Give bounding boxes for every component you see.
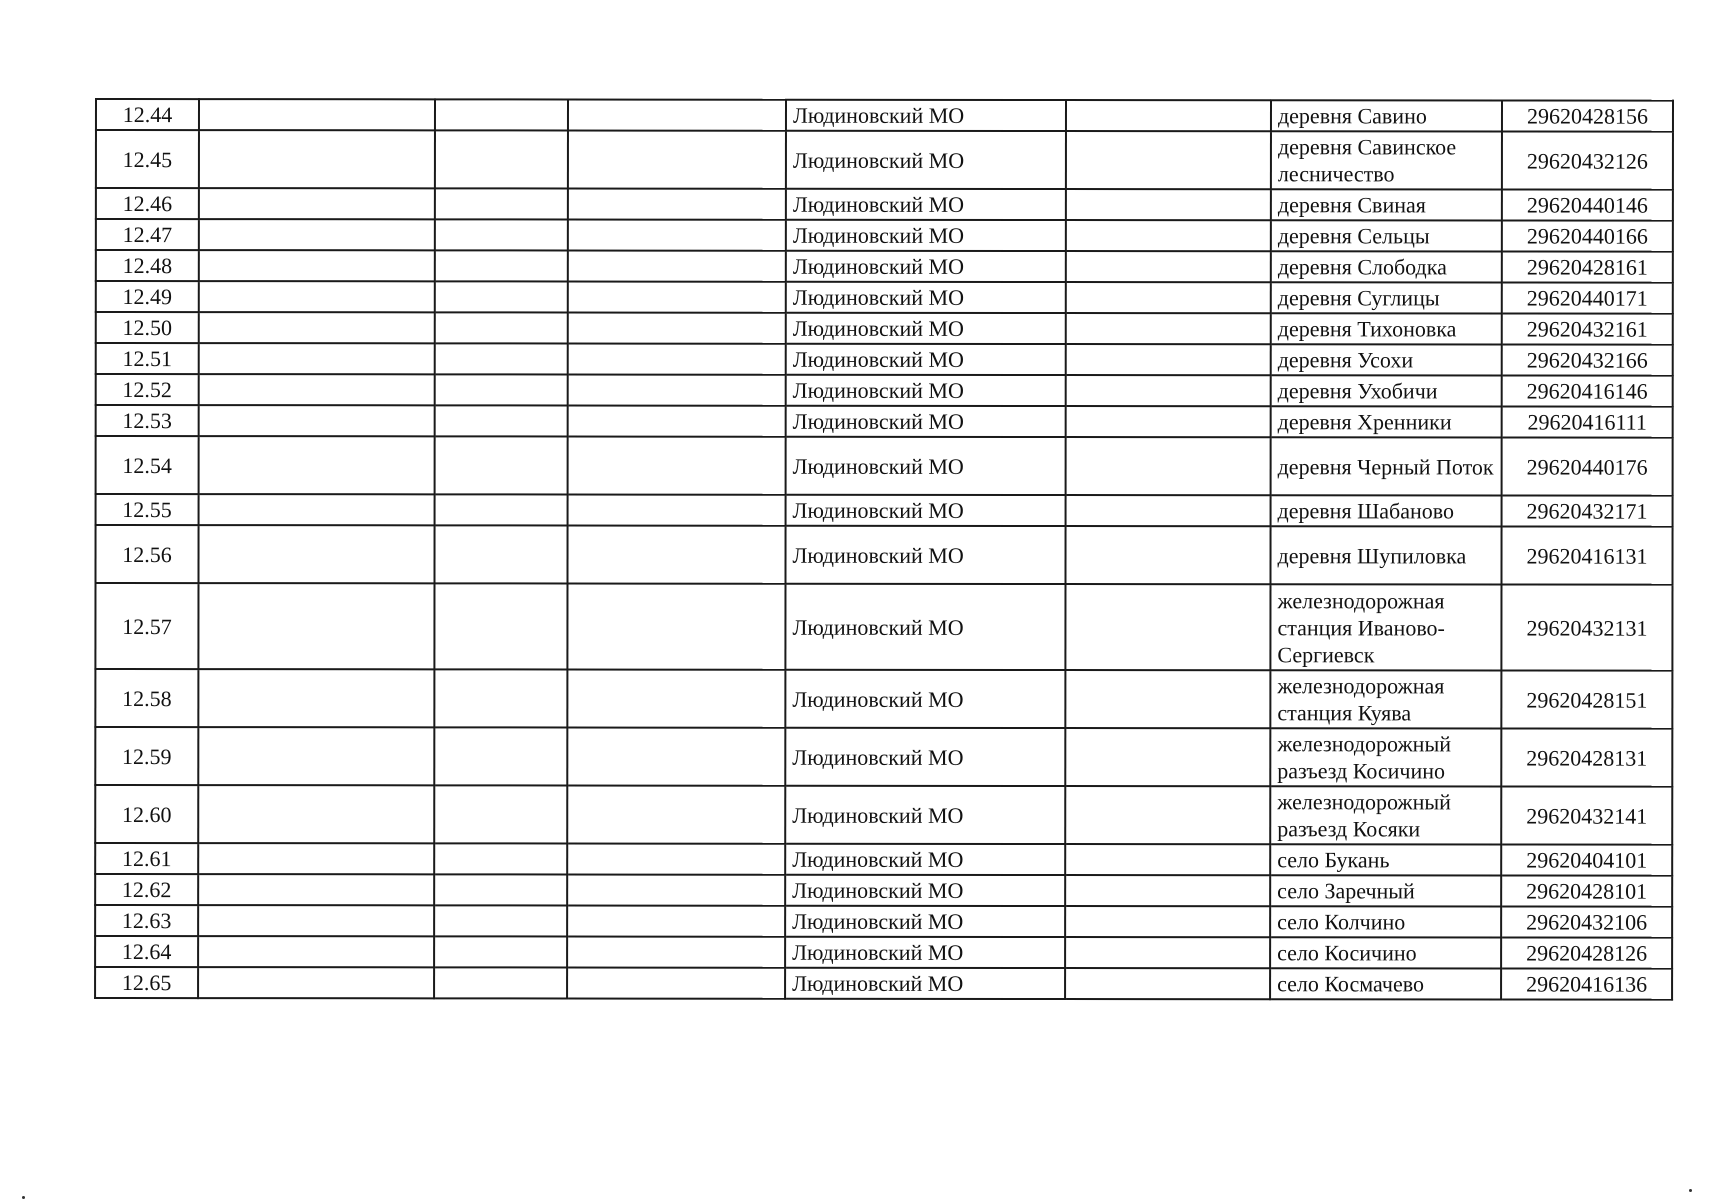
locality-cell: железнодорожный разъезд Косяки	[1270, 786, 1501, 844]
empty-cell	[1065, 937, 1270, 968]
oktmo-code-cell: 29620432161	[1502, 313, 1673, 344]
empty-cell	[434, 874, 567, 905]
table-row	[95, 843, 1672, 876]
table-row	[95, 785, 1672, 845]
row-number: 12.45	[96, 130, 199, 188]
oktmo-code-cell: 29620428126	[1501, 937, 1672, 968]
locality-cell: село Космачево	[1270, 968, 1501, 999]
municipality-cell: Людиновский МО	[785, 968, 1065, 999]
empty-cell	[568, 436, 786, 494]
municipality-cell: Людиновский МО	[786, 220, 1066, 251]
empty-cell	[568, 494, 786, 525]
oktmo-code-cell: 29620428151	[1501, 670, 1672, 728]
empty-cell	[1066, 100, 1271, 131]
oktmo-code-cell: 29620428131	[1501, 728, 1672, 786]
empty-cell	[1066, 495, 1271, 526]
oktmo-code-cell: 29620432141	[1501, 786, 1672, 844]
locality-cell: деревня Слободка	[1271, 251, 1502, 282]
table-row	[96, 99, 1673, 132]
row-number: 12.50	[96, 312, 199, 343]
empty-cell	[435, 130, 568, 188]
empty-cell	[198, 525, 434, 583]
oktmo-code-cell: 29620432131	[1501, 584, 1672, 670]
empty-cell	[1065, 844, 1270, 875]
row-number: 12.48	[96, 250, 199, 281]
empty-cell	[568, 130, 786, 188]
empty-cell	[199, 99, 435, 130]
oktmo-code-cell: 29620440166	[1502, 220, 1673, 251]
municipality-cell: Людиновский МО	[786, 437, 1066, 495]
municipality-cell: Людиновский МО	[785, 875, 1065, 906]
row-number: 12.61	[95, 843, 198, 874]
empty-cell	[1066, 344, 1271, 375]
empty-cell	[434, 967, 567, 998]
table-row	[96, 312, 1673, 345]
empty-cell	[568, 281, 786, 312]
row-number: 12.59	[95, 727, 198, 785]
table-row	[96, 188, 1673, 221]
empty-cell	[567, 874, 785, 905]
oktmo-code-cell: 29620432166	[1502, 344, 1673, 375]
empty-cell	[1066, 406, 1271, 437]
empty-cell	[199, 405, 435, 436]
locality-cell: железнодорожная станция Иваново-Сергиевск	[1270, 584, 1501, 670]
row-number: 12.46	[96, 188, 199, 219]
row-number: 12.54	[96, 436, 199, 494]
table-row	[96, 494, 1673, 527]
municipality-cell: Людиновский МО	[785, 937, 1065, 968]
municipality-cell: Людиновский МО	[786, 313, 1066, 344]
row-number: 12.49	[96, 281, 199, 312]
empty-cell	[567, 525, 785, 583]
empty-cell	[1065, 875, 1270, 906]
empty-cell	[1065, 584, 1270, 670]
empty-cell	[567, 905, 785, 936]
locality-cell: деревня Савинское лесничество	[1271, 131, 1502, 189]
municipality-cell: Людиновский МО	[785, 844, 1065, 875]
empty-cell	[198, 967, 434, 998]
locality-cell: село Букань	[1270, 844, 1501, 875]
table-row	[95, 669, 1672, 729]
table-row	[95, 967, 1672, 1000]
table-row	[95, 583, 1672, 671]
empty-cell	[199, 343, 435, 374]
empty-cell	[568, 343, 786, 374]
locality-cell: деревня Усохи	[1271, 344, 1502, 375]
table-row	[95, 936, 1672, 969]
municipality-cell: Людиновский МО	[785, 584, 1065, 670]
empty-cell	[567, 727, 785, 785]
oktmo-code-cell: 29620432171	[1502, 495, 1673, 526]
empty-cell	[434, 905, 567, 936]
locality-table	[94, 98, 1674, 1001]
locality-cell: деревня Суглицы	[1271, 282, 1502, 313]
municipality-cell: Людиновский МО	[785, 786, 1065, 844]
empty-cell	[435, 281, 568, 312]
table-row	[95, 525, 1672, 585]
row-number: 12.52	[96, 374, 199, 405]
oktmo-code-cell: 29620428161	[1502, 251, 1673, 282]
locality-cell: деревня Тихоновка	[1271, 313, 1502, 344]
oktmo-code-cell: 29620440146	[1502, 189, 1673, 220]
table-row	[96, 374, 1673, 407]
empty-cell	[1065, 526, 1270, 584]
locality-cell: железнодорожная станция Куява	[1270, 670, 1501, 728]
municipality-cell: Людиновский МО	[786, 251, 1066, 282]
oktmo-code-cell: 29620416136	[1501, 968, 1672, 999]
empty-cell	[435, 219, 568, 250]
empty-cell	[435, 374, 568, 405]
empty-cell	[199, 281, 435, 312]
locality-cell: деревня Шабаново	[1271, 495, 1502, 526]
empty-cell	[567, 583, 785, 669]
municipality-cell: Людиновский МО	[785, 670, 1065, 728]
empty-cell	[567, 669, 785, 727]
empty-cell	[567, 967, 785, 998]
oktmo-code-cell: 29620428101	[1501, 875, 1672, 906]
oktmo-code-cell: 29620428156	[1502, 100, 1673, 131]
row-number: 12.64	[95, 936, 198, 967]
empty-cell	[199, 374, 435, 405]
empty-cell	[1066, 189, 1271, 220]
municipality-cell: Людиновский МО	[785, 728, 1065, 786]
empty-cell	[435, 312, 568, 343]
locality-cell: деревня Хренники	[1271, 406, 1502, 437]
empty-cell	[435, 405, 568, 436]
oktmo-code-cell: 29620416131	[1501, 526, 1672, 584]
row-number: 12.44	[96, 99, 199, 130]
empty-cell	[1065, 968, 1270, 999]
locality-cell: деревня Свиная	[1271, 189, 1502, 220]
municipality-cell: Людиновский МО	[786, 375, 1066, 406]
table-row	[96, 281, 1673, 314]
row-number: 12.47	[96, 219, 199, 250]
row-number: 12.53	[96, 405, 199, 436]
empty-cell	[1066, 437, 1271, 495]
empty-cell	[199, 494, 435, 525]
empty-cell	[568, 219, 786, 250]
empty-cell	[435, 436, 568, 494]
empty-cell	[1065, 670, 1270, 728]
empty-cell	[434, 727, 567, 785]
empty-cell	[568, 99, 786, 130]
oktmo-code-cell: 29620440171	[1502, 282, 1673, 313]
empty-cell	[198, 874, 434, 905]
empty-cell	[1066, 282, 1271, 313]
table-row	[96, 130, 1673, 190]
empty-cell	[1065, 906, 1270, 937]
municipality-cell: Людиновский МО	[785, 906, 1065, 937]
oktmo-code-cell: 29620432106	[1501, 906, 1672, 937]
table-row	[95, 905, 1672, 938]
oktmo-code-cell: 29620416111	[1502, 406, 1673, 437]
empty-cell	[568, 312, 786, 343]
locality-cell: село Косичино	[1270, 937, 1501, 968]
empty-cell	[1066, 131, 1271, 189]
row-number: 12.51	[96, 343, 199, 374]
row-number: 12.63	[95, 905, 198, 936]
empty-cell	[435, 99, 568, 130]
empty-cell	[434, 583, 567, 669]
table-row	[95, 874, 1672, 907]
empty-cell	[568, 250, 786, 281]
empty-cell	[435, 188, 568, 219]
scan-speck	[1689, 1189, 1692, 1192]
locality-cell: деревня Ухобичи	[1271, 375, 1502, 406]
row-number: 12.62	[95, 874, 198, 905]
empty-cell	[1066, 220, 1271, 251]
municipality-cell: Людиновский МО	[786, 131, 1066, 189]
oktmo-code-cell: 29620432126	[1502, 131, 1673, 189]
empty-cell	[1066, 375, 1271, 406]
municipality-cell: Людиновский МО	[786, 282, 1066, 313]
row-number: 12.57	[95, 583, 198, 669]
locality-cell: деревня Черный Поток	[1271, 437, 1502, 495]
empty-cell	[199, 130, 435, 188]
empty-cell	[567, 936, 785, 967]
row-number: 12.65	[95, 967, 198, 998]
empty-cell	[435, 494, 568, 525]
locality-cell: село Заречный	[1270, 875, 1501, 906]
municipality-cell: Людиновский МО	[785, 526, 1065, 584]
row-number: 12.55	[96, 494, 199, 525]
scan-speck	[22, 1196, 25, 1199]
empty-cell	[199, 312, 435, 343]
locality-cell: деревня Савино	[1271, 100, 1502, 131]
empty-cell	[199, 219, 435, 250]
table-row	[96, 250, 1673, 283]
empty-cell	[434, 785, 567, 843]
empty-cell	[435, 250, 568, 281]
empty-cell	[198, 785, 434, 843]
municipality-cell: Людиновский МО	[786, 495, 1066, 526]
empty-cell	[198, 905, 434, 936]
empty-cell	[1066, 313, 1271, 344]
locality-cell: деревня Сельцы	[1271, 220, 1502, 251]
table-row	[96, 436, 1673, 496]
row-number: 12.60	[95, 785, 198, 843]
locality-cell: деревня Шупиловка	[1270, 526, 1501, 584]
empty-cell	[199, 250, 435, 281]
municipality-cell: Людиновский МО	[786, 189, 1066, 220]
empty-cell	[567, 785, 785, 843]
oktmo-code-cell: 29620416146	[1502, 375, 1673, 406]
row-number: 12.58	[95, 669, 198, 727]
table-row	[96, 405, 1673, 438]
empty-cell	[198, 669, 434, 727]
empty-cell	[568, 405, 786, 436]
table-row	[95, 727, 1672, 787]
empty-cell	[568, 374, 786, 405]
locality-cell: железнодорожный разъезд Косичино	[1270, 728, 1501, 786]
empty-cell	[198, 727, 434, 785]
empty-cell	[434, 669, 567, 727]
empty-cell	[568, 188, 786, 219]
empty-cell	[199, 188, 435, 219]
empty-cell	[434, 525, 567, 583]
empty-cell	[198, 843, 434, 874]
row-number: 12.56	[95, 525, 198, 583]
empty-cell	[198, 936, 434, 967]
municipality-cell: Людиновский МО	[786, 406, 1066, 437]
empty-cell	[434, 843, 567, 874]
table-row	[96, 219, 1673, 252]
locality-cell: село Колчино	[1270, 906, 1501, 937]
empty-cell	[1066, 251, 1271, 282]
empty-cell	[1065, 786, 1270, 844]
oktmo-code-cell: 29620404101	[1501, 844, 1672, 875]
oktmo-code-cell: 29620440176	[1502, 437, 1673, 495]
empty-cell	[1065, 728, 1270, 786]
empty-cell	[199, 436, 435, 494]
empty-cell	[198, 583, 434, 669]
empty-cell	[435, 343, 568, 374]
empty-cell	[434, 936, 567, 967]
empty-cell	[567, 843, 785, 874]
municipality-cell: Людиновский МО	[786, 100, 1066, 131]
municipality-cell: Людиновский МО	[786, 344, 1066, 375]
table-row	[96, 343, 1673, 376]
